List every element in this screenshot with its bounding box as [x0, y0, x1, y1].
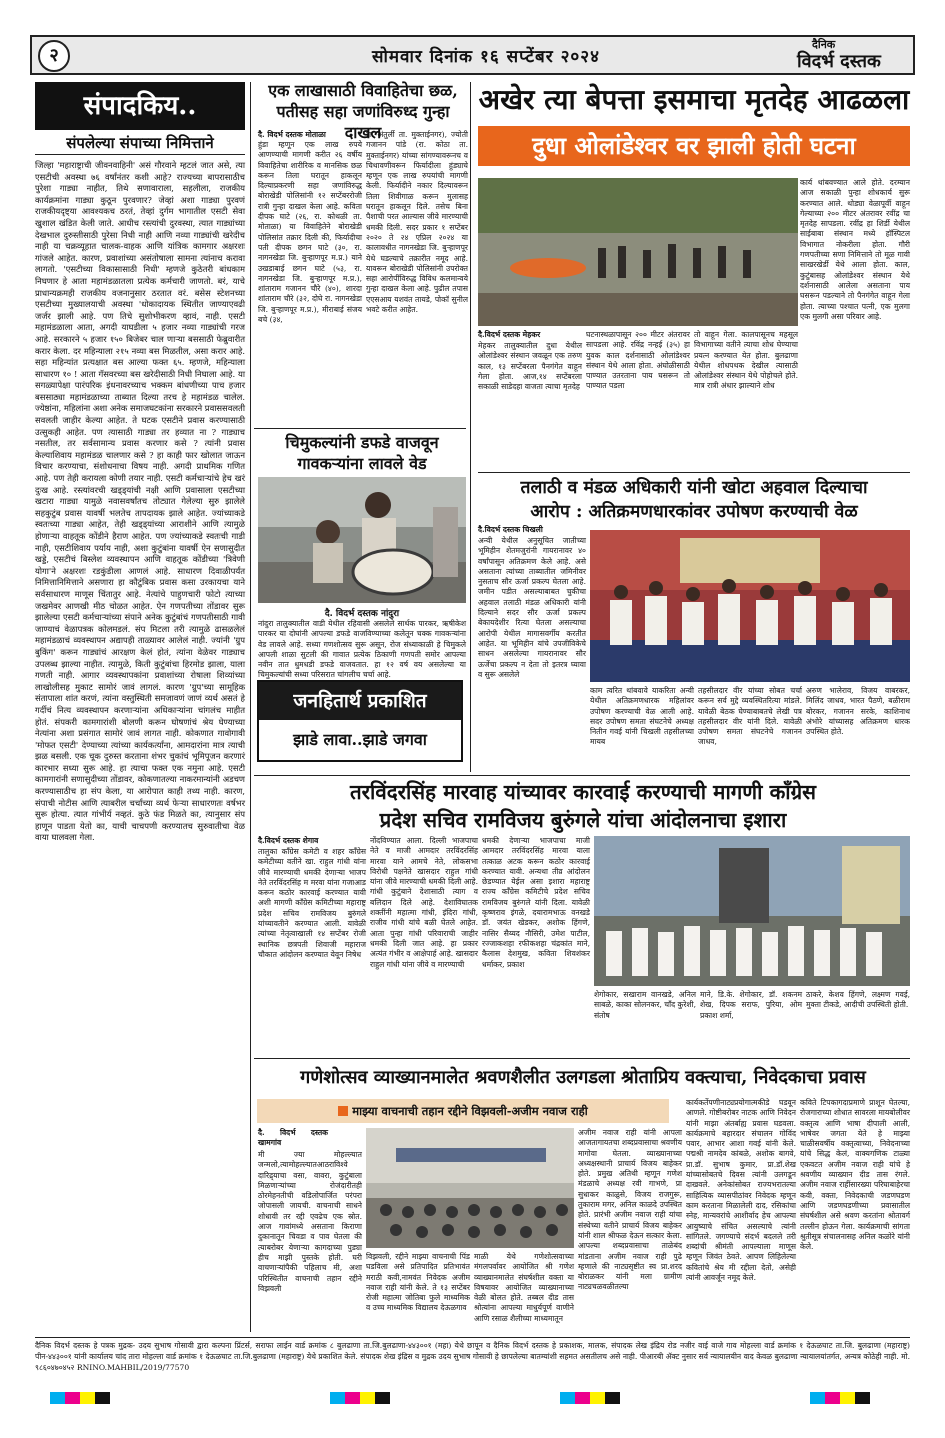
newspaper-page	[30, 30, 915, 1425]
section-rule	[254, 775, 910, 776]
editorial-title: संपलेल्या संपाच्या निमित्ताने	[66, 134, 214, 152]
page-number: २	[38, 40, 70, 72]
marriage-headline: एक लाखासाठी विवाहितेचा छळ, पतीसह सहा जणांविरुध्द गुन्हा दाखल	[268, 81, 458, 142]
drum-photo	[258, 477, 466, 603]
body-found-col-2: घटनास्थळापासून २०० मीटर अंतरावर सापडला आहे. रविंद्र नन्हई (३५) हा युवक काल दर्शनासाठी ओलांडेश्वर संस्थान येथे आला होता. अंघोळीसाठी पाण्यात उतरताना पाय घसरून तो पाण्यात पडला	[586, 330, 690, 391]
talathi-byline: दै.विदर्भ दस्तक चिखली	[478, 525, 543, 534]
lecture-col-3: माळी येथे गणेशोत्सवाच्या मंगलपर्वावर आयोजित श्री गणेश व्याख्यानमालेत संघर्षशील वक्ता या विषयावर आयोजित व्याख्यानाच्या वेळी बोलत होते. तब्बल दीड तास श्रोत्यांना आपल्या माधुर्यपूर्ण वाणीने आणि रसाळ शैलीच्या माध्यमातून	[474, 1252, 574, 1323]
brand-name: विदर्भ दस्तक	[797, 51, 881, 72]
column-rule	[470, 82, 471, 772]
section-rule	[254, 428, 466, 429]
lecture-byline: दै. विदर्भ दस्तक खामगांव	[258, 1128, 328, 1148]
lecture-col-4: अजीम नवाज राही यांनी आपला आजतागायतचा शब्दप्रवासाचा श्रवणीय मागोवा घेतला. व्याख्यानाच्या अध्यक्षस्थानी प्राचार्य विजय बाहेकर होते. प्रमुख अतिथी म्हणून गणेश मंडळाचे अध्यक्ष रवी गाभणे, प्रा सुधाकर काळुसे, विजय राजगुरू, तुकाराम मगर, अनिल काळदे उपस्थित होते. प्रारंभी अजीम नवाज राही यांचा संस्थेच्या वतीने प्राचार्य विजय बाहेकर यांनी शाल श्रीफळ देऊन सत्कार केला. आपल्या शब्दप्रवासाचा ताळेबंद मांडताना अजीम नवाज राही पुढे म्हणाले की नाट्यसृष्टीत स्व प्रा.शरद बोराळकर यांनी मला ग्रामीण नाट्यचळवळीतल्या	[578, 1128, 682, 1292]
body-found-byline: दै.विदर्भ दस्तक मेहकर	[478, 330, 541, 339]
talathi-col-4: अरुण भालेराव, विजय वाबरकर, मिलिंद जाधव, भारत पैठणे, बळीराम बोरकर, गजानन सरके, काशिनाथ अंभोरे यांच्यासह अतिक्रमण धारक उपस्थित होते.	[806, 686, 910, 737]
registration-bar	[810, 1392, 870, 1404]
editorial-header: संपादकिय..	[35, 82, 245, 130]
body-found-subhead: दुधा ओलांडेश्वर वर झाली होती घटना	[478, 126, 910, 166]
talathi-protest-photo	[590, 530, 910, 682]
talathi-col-2: काम त्वरित थांबवावे याकरिता अन्वी येथील अतिक्रमणधारक महिलांवर उपोषण करण्याची वेळ आली आहे. सदर उपोषण समता संघटनेचे अध्यक्ष नितीन गवई यांनी चिखली तहसीलच्या मायब	[590, 686, 694, 747]
section-rule	[254, 1058, 910, 1059]
congress-protest-image	[594, 836, 910, 986]
drum-byline: दै. विदर्भ दस्तक नांदुरा	[324, 609, 400, 619]
marriage-col-1: हुंडा म्हणून एक लाख रुपये आणण्याची मागणी करीत २६ वर्षीय विवाहितेचा शारीरिक व मानसिक छळ करून तिला घरातून हाकलून दिल्याप्रकरणी सहा जणांविरुद्ध बोराखेडी पोलिसांनी १२ सप्टेंबररोजी रात्री गुन्हा दाखल केला आहे. कविता दीपक घाटे (२६, रा. कोथळी ता. मोताळा) या विवाहितेने बोराखेडी पोलिसांत तक्रार दिली की, फिर्यादीचा पती दीपक छगन घाटे (३०, रा. नागनखेडा जि. बुऱ्हाणपूर म.प्र.) याने उखडाबाई छगन घाटे (५३, रा. नागनखेडा जि. बुऱ्हाणपूर म.प्र.), शांताराम गजानन चौरे (४०), शारदा शांताराम चौरे (३२, दोघे रा. नागनखेडा जि. बुऱ्हाणपूर म.प्र.), मीराबाई संजय बचे (३४,	[258, 140, 362, 325]
lecture-col-2: विझवली, रद्दीने माझ्या वाचनाची पिंड घडविला असे प्रतिपादित प्रतिभावंत मराठी कवी,नामवंत निवेदक अजीम नवाज राही यांनी केले. ते १३ सप्टेंबर रोजी महात्मा जोतिबा फुले माध्यमिक व उच्च माध्यमिक विद्यालय देऊळगाव	[366, 1252, 470, 1313]
drum-body: नांदुरा तालुक्यातील वाडी येथील रहिवासी असलेले सार्थक पारकर, ऋषीकेश पारकर या दोघांनी आपल्या डफडे वाजविण्याच्या कलेतून चक्क गावकऱ्यांना वेड लावले आहे. सध्या गणशोत्सव सुरू असून, रोज संध्याकाळी हे चिमुकले आपली शाळा सुटली की गावात प्रत्येक ठिकाणी गणपती समोर आपल्या नवीन तात धुमधडी डफडे वाजवतात. हा १२ वर्ष वय असलेल्या या चिमुकल्यांची सध्या परिसरात चांगलीच चर्चा आहे.	[258, 619, 466, 680]
congress-col-6: ठाकरे, केशव हिंगणे, लक्ष्मण गवई, मुक्ता टीकडे, आदीची उपस्थिती होती.	[806, 990, 910, 1010]
congress-headline: तरविंदरसिंह मारवाह यांच्यावर कारवाई करण्याची मागणी काँग्रेस प्रदेश सचिव रामविजय बुरुंगले यांचा आंदोलनाचा इशारा	[349, 780, 817, 832]
talathi-col-3: तहसीलदार वीर यांच्या सोबत चर्चा करून सर्व मुद्दे व्यवस्थितरित्या मांडले. यावेळी बेठक घेण्याबाबतचे लेखी पत्र तहसीलदार वीर यांनी दिले. यावेळी उपोषण समता संघटनेचे गजानन जाधव,	[698, 686, 802, 747]
dateline: सोमवार दिनांक १६ सप्टेंबर २०२४	[372, 47, 600, 67]
lecture-headline: गणेशोत्सव व्याख्यानमालेत श्रवणशैलीत उलगडला श्रोताप्रिय वक्त्याचा, निवेदकाचा प्रवास	[300, 1067, 866, 1088]
drum-headline: चिमुकल्यांनी डफडे वाजवून गावकऱ्यांना लावले वेड	[285, 433, 439, 473]
public-interest-box	[257, 680, 463, 762]
congress-col-5: माने, डि.के. शेगोकार, डॉ. शकनम शेख, दिपक सराफ, पुरिया, ओम प्रकाश शर्मा,	[700, 990, 802, 1020]
imprint-footer: दैनिक विदर्भ दस्तक हे पत्रक मुद्रक- उदय सुभाष गोसावी द्वारा कल्पना प्रिंटर्स, सराफा लाईन वार्ड क्रमांक ८ बुलढाणा ता.जि.बुलढाणा-४४३००१ (महा) येथे छापून व दैनिक विदर्भ दस्तक हे प्रकाशक, मालक, संपादक लेख इंद्रिय रोड नजीर वाई वाजे गाव मोहल्ला वार्ड क्रमांक १ देऊळघाट ता.जि. बुलढाणा (महाराष्ट्र) पीन-४४३००१ यांनी कार्यालय चांद तारा मोहल्ला वार्ड क्रमांक १ देऊळघाट ता.जि.बुलढाणा (महाराष्ट्र) येथे प्रकाशित केले. संपादक शेख इंद्रिस व मुद्रक उदय सुभाष गोसावी हे छापलेल्या बातम्यांशी सहमत असतीलच असे नाही. पीआरबी ॲक्ट नुसार सर्व न्यायालयीन वाद केवळ बुलढाणा न्यायालयांतर्गत, अन्यत्र कोठेही नाही. मो. ९८६०४७०४५२ RNINO.MAHBIL/2019/77570	[35, 1337, 910, 1383]
registration-bar	[330, 1392, 390, 1404]
talathi-protest-image	[590, 530, 910, 682]
lecture-image	[366, 1128, 574, 1248]
masthead	[30, 35, 915, 75]
river-rescue-image	[478, 178, 798, 326]
column-rule	[250, 82, 251, 1332]
congress-byline: दै.विदर्भ दस्तक शेगाव	[258, 836, 319, 845]
body-found-col-4: कार्य थांबवण्यात आले होते. दरम्यान आज सकाळी पुन्हा शोधकार्य सुरू करण्यात आले. थोड्या वेळापूर्वी वाहून गेल्याच्या २०० मीटर अंतरावर रवींद्र चा मृतदेह सापडला. रवींद्र हा शिर्डी येथील साईबाबा संस्थान मध्ये हॉस्पिटल विभागात नोकरीला होता. गौरी गणपतीच्या सणा निमित्ताने तो मूळ गावी साखरखेर्डी येथे आला होता. काल, कुटुंबासह ओलांडेश्वर संस्थान येथे दर्शनासाठी आलेला असताना पाय घसरून पडल्याने तो पैनगंगेत वाहून गेला होता. त्याच्या पश्चात पत्नी, एक मुलगा एक मुलगी असा परिवार आहे.	[800, 178, 910, 321]
talathi-headline: तलाठी व मंडळ अधिकारी यांनी खोटा अहवाल दिल्याचा आरोप : अतिक्रमणधारकांवर उपोषण करण्याची वेळ	[520, 478, 868, 522]
brand-prefix: दैनिक	[812, 38, 836, 51]
lecture-photo	[366, 1128, 574, 1248]
congress-col-2: नोंदविण्यात आला. दिल्ली भाजपाचा नेते व माजी आमदार तरविंदरसिंह मारवा याने आमचे नेते, लोकसभा विरोधी पक्षनेते खासदार राहुल गांधी यांना जीवे मारण्याची धमकी दिली आहे. गांधी कुटुंबाने देशासाठी त्याग व बलिदान दिले आहे. देशाविघातक शक्तींनी महात्मा गांधी, इंदिरा गांधी, राजीव गांधी यांचे बळी घेतले आहेत. आता पुन्हा गांधी परिवाराची जाहीर धमकी दिली जात आहे. हा प्रकार अत्यंत गंभीर व आक्षेपार्ह आहे. खासदार राहुल गांधी यांना जीवे व मारण्याची	[370, 836, 478, 969]
drum-photo-image	[258, 477, 466, 603]
title-rule	[35, 154, 245, 155]
section-rule	[478, 472, 910, 473]
body-found-col-1: मेहकर तालुक्यातील दुधा येथील ओलांडेश्वर संस्थान जवळून एक तरुण काल, १३ सप्टेंबरला पैनगंगेत वाहून गेला होता. आज,१४ सप्टेंबरला सकाळी साडेदहा वाजता त्याचा मृतदेह	[478, 341, 582, 392]
public-interest-slogan: झाडे लावा..झाडे जगवा	[293, 730, 427, 749]
lecture-tagline	[257, 1099, 669, 1123]
body-found-col-3: तो वाहून गेला. कालपासूनच महसूल विभागाच्या वतीने त्याचा शोध घेण्याचा प्रयत्न करण्यात येत होता. बुलढाणा येथील शोधपथक देखील त्यासाठी ओलांडेश्वर संस्थान येथे पोहोचले होते. मात्र रात्री अंधार झाल्याने शोध	[694, 330, 798, 391]
body-found-headline: अखेर त्या बेपत्ता इसमाचा मृतदेह आढळला	[478, 83, 910, 116]
marriage-col-2: रा. अंतुर्ली ता. मुक्ताईनगर), ज्योती गजानन पांडे (रा. कोठा ता. मुक्ताईनगर) यांच्या सांगण्यावरूनच व चिथावणीवरून फिर्यादीला हुंड्याचे म्हणून एक लाख रुपयांची मागणी केली. फिर्यादीने नकार दिल्यावरून तिला शिवीगाळ करून मुलासह घरातून हाकलून दिले. तसेच बिना पैशाची परत आल्यास जीवे मारण्याची धमकी दिली. सदर प्रकार १ सप्टेंबर २०२० ते २४ एप्रिल २०२४ या कालावधीत नागनखेडा जि. बुऱ्हाणपूर येथे घडल्याचे तक्रारीत नमूद आहे. यावरून बोराखेडी पोलिसांनी उपरोक्त सहा आरोपींविरुद्ध विविध कलमान्वये गुन्हा दाखल केला आहे. पुढील तपास एएसआय यशवंत तायडे, पोकॉ सुनील भवटे करीत आहेत.	[366, 130, 468, 315]
editorial-body: जिल्हा 'महाराष्ट्राची जीवनवाहिनी' असं गौरवाने म्हटलं जात असे, त्या एसटीची अवस्था ७६ वर्षांनंतर कशी आहे? राज्यच्या बापरासाठीच पुरेशा गाड्या नाहीत, तिथे सणावाराला, सहलीला, राजकीय कार्यक्रमांना गाड्या कुठून पुरवणार? जेव्हां अशा गाड्या पुरवणं राजकीयदृष्ट्या आवश्यकच ठरतं, तेव्हां दुर्गम भागातील एसटी सेवा खुशाल खंडित केली जाते. आधीच रस्त्यांची दुरवस्था, त्यात गाड्यांच्या देखभाल दुरुस्तीसाठी पुरेसा निधी नाही आणि नव्या गाड्यांची खरेदीच नाही या चक्रव्यूहात चालक-वाहक आणि यांत्रिक कामगार अक्षरशः गांजले आहेत. कारण, प्रवाशांच्या असंतोषाला सामना त्यांनाच करावा लागतो. 'एसटीच्या विकासासाठी निधी' म्हणजे कुठेतरी बांधकाम निघणार हे आता महामंडळातला प्रत्येक कर्मचारी जाणतो. बरं, याचे प्राधान्यक्रमही राजकीय वजनानुसार ठरतात वरं. बसेस स्टेशनच्या एसटीच्या मुख्यालयाची अवस्था 'धोकादायक स्थितीत जाण्याएवढी जर्जर झाली आहे. पण तिचे सुशोभीकरण व्हावं, नाही. एसटी महामंडळाला आता, अगदी याघडीला ५ हजार नव्या गाड्यांची गरज आहे. सरकारने ५ हजार १५० बिजेबर चाल णाऱ्या बससाठी फेब्रुवारीत करार केला. दर महिन्याला २१५ नव्या बस मिळतील, असा करार आहे. सहा महिन्यांत प्रत्यक्षात बस आल्या फक्त ६५. म्हणजे, महिन्याला साधारण १० ! आता गॅसवरच्या बस खरेदीसाठी निधी निघाला आहे. या सगळ्यापेक्षा पारंपरिक इंधनावरच्याच भक्कम बांधणीच्या पाच हजार बससाठ्या महामंडळाच्या ताब्यात दिल्या तरच हे महामंडळ चालेल. ज्येष्ठांना, महिलांना अशा अनेक समाजघटकांना सरकारने प्रवाससवलती सवलती जाहीर केल्या आहेत. ते घटक एसटीने प्रवास करण्यासाठी उत्सुकही आहेत. पण त्यासाठी गाड्या तर हव्यात ना ? गाड्याच नसतील, तर सर्वसामान्य प्रवास करणार कसे ? त्यांनी प्रवास केल्याशिवाय महामंडळ चालणार कसे ? हा काही फार खोलात जाऊन विचार करण्याचा, संशोधनाचा विषय नाही. अगदी प्राथमिक गणित आहे. पण तेही करायला कोणी तयार नाही. एसटी कर्मचाऱ्यांचे हेच खरं दुःख आहे. रस्त्यांवरची खड्ड्यांची नक्षी आणि प्रवासाला एसटीच्या खटारा गाड्या यामुळे नवासवर्षांतच तोट्यात गेलेल्या सुरु झालेले सहकुटुंब प्रवास यावर्षी भलतेच तापदायक झाले आहेत. ज्यांच्याकडे स्वतःच्या गाड्या आहेत, तेही खड्ड्यांच्या आराशीने आणि त्यामुळे होणाऱ्या वाहतूक कोंडीने हैराण आहेत. पण ज्यांच्याकडे स्वतःची गाडी नाही, एसटीशिवाय पर्याय नाही, अशा कुटुंबांना यावर्षी ऐन सणासुदीत खड्डे, एसटीचं बिस्लेश व्यवस्थापन आणि वाहतूक कोंडीच्या 'त्रिवेणी योगा'ने अक्षरशः रडकुंडीला आणलं आहे. साधारण दिवाळीपर्यंत निमित्तानिमित्ताने असणारा हा कौटुंबिक प्रवास कसा उरकायचा याने सर्वसाधारण माणूस चिंतातुर आहे. नेत्यांचे पाहुणचारी फोटो त्याच्या जखमेवर आणखी मीठ चोळत आहेत. ऐन गणपतीच्या तोंडावर सुरू झालेल्या एसटी कर्मचाऱ्यांच्या संपाने अनेक कुटुंबांचं गणपतीसाठी गावी जाण्याचं वेळापत्रक कोलमडलं. संप मिटला तरी त्यामुळे ढासळलेलं महामंडळाचं व्यवस्थापन अद्यापही ताळ्यावर आलेलं नाही. ज्यांनी 'ग्रुप बुकिंग' करून गाड्यांचं आरक्षण केलं होतं, त्यांना वेळेवर गाड्याच उपलब्ध झाल्या नाहीत. त्यामुळे, किती कुटुंबांचा हिरमोड झाला, याला गणती नाही. आगार व्यवस्थापकांना प्रवाशांच्या रोषाला शिव्यांच्या लाखोलीसह मुकाट सामोरं जावं लागलं. कारण 'ग्रुप'च्या सामूहिक संतापाला शांत करणं, त्यांना वस्तुस्थिती समजावणं जाणं व्यर्थ असतं हे गर्दीचं नित्य व्यवस्थापन करणाऱ्यांना अधिकाऱ्यांना चांगलंच माहीत होतं. संपकरी कामगारांशी बोलणी करून घोषणांचं श्रेय घेण्याच्या नेत्यांना अशा प्रसंगात सामोरं जावं लागत नाही. कोकणात गावोगावी 'मोफत एसटी' देण्याच्या त्यांच्या कार्यकर्त्यांना, आमदारांना मात्र त्याची झळ बसली. एक चूक दुरुस्त करताना शंभर चुकांचं भूमिपूजन करणारं कारभार सध्या सुरू आहे. हा त्याचा फक्त एक नमुना आहे. एसटी कामगारांनी सणासुदीच्या तोंडावर, कोकणातल्या नाकरमान्यांनी अडचण करण्यासाठीच हा संप केला, या आरोपात काही तथ्य नाही. कारण, संपाची नोटीस आणि त्याबरील चर्चांच्या व्यर्थ फेऱ्या साधारणतः वर्षभर सुरू होत्या. त्यात गांभीर्य नव्हतं. कुठे फंड मिळते का, त्यानुसार संप हाणून पाडता येतो का, याची चाचपणी करण्यातच सुरुवातीचा वेळ वाया घालवला गेला.	[35, 160, 245, 843]
lecture-tagline-text: माझ्या वाचनाची तहान रद्दीने विझवली-अजीम नवाज राही	[352, 1104, 588, 1118]
congress-protest-photo	[594, 836, 910, 986]
river-rescue-photo	[478, 178, 798, 326]
talathi-col-1: अन्वी येथील अनुसूचित जातीच्या भूमिहीन शेतमजुरांनी गायरानावर ४० वर्षांपासून अतिक्रमण केले आहे. असे असताना त्यांच्या ताब्यातील जमिनीवर नुसताच सौर ऊर्जा प्रकल्प घेतला आहे. जमीन पडीत असल्याबाबत चुकीचा अहवाल तलाठी मंडळ अधिकारी यांनी दिल्याने सदर सौर ऊर्जा प्रकल्प बेकायदेशीर रित्या घेतला असल्याचा आरोपी येथील मागासवर्गीय करतीत आहेत. या भूमिहीन यांचे उपजीविकेचे साधन असलेल्या गायरानावर सौर ऊर्जेचा प्रकल्प न देता तो इतरत्र घ्यावा व सुरू असलेले	[478, 536, 586, 679]
public-interest-title: जनहितार्थ प्रकाशित	[259, 682, 461, 720]
congress-col-3: धमकी देणाऱ्या भाजपाचा माजी आमदार तरविंदरसिंह मारवा याला तत्काळ अटक करून कठोर कारवाई करण्यात यावी. अन्यथा तीव्र आंदोलन छेडण्यात येईल असा इशारा महाराष्ट्र राज्य काँग्रेस कमिटीचे प्रदेश सचिव रामविजय बुरुंगले यांनी दिला. यावेळी कृष्णराव इंगळे, दयारामभाऊ वनखडे डॉ. जयंत खेडकर, अशोक हिंगणे, नासिर सैय्यद नौसिरी, उमेश पाटील, रज्जाकशहा रफीकशहा चंद्रकांत माने, कैलास देशमुख, कविता शिवशंकर धर्माकर, प्रकाश	[482, 836, 590, 969]
tag-marker-icon	[338, 1106, 348, 1116]
lecture-col-1: मी ज्या मोहल्ल्यात जन्मलो,त्यामोहल्ल्यातआठराविश्वे दारिद्र्याचा वसा, वावरा, कुटुंबाला मिळणाऱ्यांच्या रोजंदारीतही ठोरमेहनतीची वडिलोपार्जित परंपरा जोपासली जायची. वाचनाची साधने शोधावी तर रद्दी एवढेच एक स्रोत. आज गावांमध्ये असताना किराणा दुकानातून चिवडा व पाव घेतला की त्याबरोबर येणाऱ्या कागदाच्या पुड्या हीच माझी पुस्तके होती. घरी वाचणाऱ्यांपैकी पहिलाच मी, अशा परिस्थितीत वाचनाची तहान रद्दीने विझवली	[258, 1150, 362, 1293]
lecture-col-6: कविते टिपकागदाप्रमाणे प्राशून घेतल्या, रोजगाराच्या शोधात सावरला मायबोलीवर वक्तृत्व आणि भाषा दीपाली आली, भाषेवर जगता येते हे माझ्या चाळीसवर्षीय वक्तृत्वाच्या, निवेदनाच्या यांचे सिद्ध केलं, वाक्यगणिक टाळ्या एकवटत अजीम नवाज राही यांचे हे श्रवणीय व्याख्यान दीड तास रंगले. अजीम नवाज राहींसारख्या परिघाबाहेरचा कवी, वक्ता, निवेदकाची जडणघडण आणि जडणघडणीच्या प्रवासातील संघर्षशील असे श्रवण करतांना श्रोतावर्ग तल्लीन होऊन गेला. कार्यक्रमाची सांगता श्रुतीसूत्र संचालनासह अनिल कळोरे यांनी केले.	[800, 1098, 910, 1252]
congress-col-1: तालुका काँग्रेस कमेटी व शहर काँग्रेस कमेटीच्या वतीने खा. राहुल गांधी यांना जीवे मारण्याची धमकी देणाऱ्या भाजप नेते तरविंदरसिंह म मरवा यांना गजाआड करून कठोर कारवाई करण्यात यावी अशी मागणी काँग्रेस कमिटीच्या महाराष्ट्र प्रदेश सचिव रामविजय बुरुंगले यांच्यावतीने करण्यात आली. यावेळी त्यांच्या नेतृत्वाखाली १४ सप्टेंबर रोजी स्थानिक छत्रपती शिवाजी महाराज चौकात आंदोलन करण्यात येवून निषेध	[258, 847, 366, 959]
registration-bar	[560, 1392, 620, 1404]
marriage-byline: दै. विदर्भ दस्तक मोताळा	[258, 130, 326, 139]
registration-bar	[50, 1392, 110, 1404]
congress-col-4: शेगोकार, सखाराम वानखडे, अनिल साबळे, काका सोलनकर, चाँद कुरेशी, संतोष	[594, 990, 696, 1020]
lecture-col-5: कार्यकर्तेपणीनाट्यप्रयोगात्मकीडे घडवून आणले. गोष्टीबरोबर नाटक आणि निवेदन यांनी माझा अंतर्बाह्य प्रवास घडवला. कार्यक्रमाचे बहारदार संचालन गोविंद पवार, आभार आशा गवई यांनी केले. पद्मश्री नामदेव कांबळे, अशोक बागवे, प्रा.डॉ. सुभाष कुमार, प्रा.डॉ.शेख यांच्यासोबतचे दिवस त्यांनी उलगडून दाखवले. अनेकांसोबत राज्यभरातल्या साहित्यिक व्यासपीठांवर निवेदक म्हणून काम करताना मिळालेली दाद, रसिकांचा स्नेह, मान्यवरांचे आशीर्वाद हेच आपल्या आयुष्याचे संचित असल्याचे त्यांनी सांगितले. जगण्याचे संदर्भ बदलले तरी शब्दांची श्रीमंती आपल्याला माणूस म्हणून जिवंत ठेवते. आपण लिहिलेल्या कवितांचे श्रेय मी रद्दीला देतो, असेही त्यांनी आवर्जून नमूद केले.	[686, 1098, 796, 1283]
